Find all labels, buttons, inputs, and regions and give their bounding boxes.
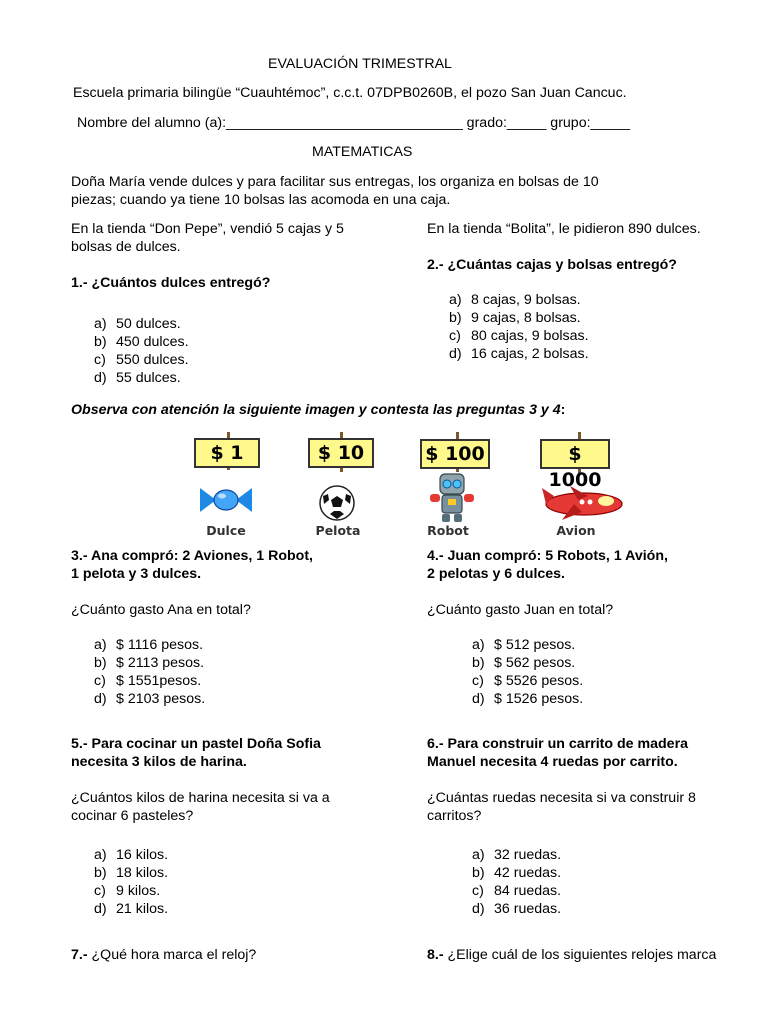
intro-line-2: piezas; cuando ya tiene 10 bolsas las acomoda en una caja. bbox=[71, 192, 451, 208]
option-letter: b) bbox=[472, 865, 485, 881]
subject-heading: MATEMATICAS bbox=[312, 144, 413, 160]
option-text: 9 cajas, 8 bolsas. bbox=[471, 310, 581, 326]
option-letter: d) bbox=[472, 691, 485, 707]
airplane-icon bbox=[540, 482, 626, 524]
option-item[interactable] bbox=[472, 690, 583, 708]
option-letter: a) bbox=[94, 316, 107, 332]
option-letter: c) bbox=[472, 673, 484, 689]
option-text: $ 1526 pesos. bbox=[494, 691, 584, 707]
option-letter: d) bbox=[449, 346, 462, 362]
q6-options bbox=[472, 846, 561, 918]
q3-options bbox=[94, 636, 205, 708]
option-text: 32 ruedas. bbox=[494, 847, 562, 863]
q4-question: ¿Cuánto gasto Juan en total? bbox=[427, 602, 614, 618]
option-item[interactable] bbox=[94, 864, 168, 882]
option-item[interactable] bbox=[472, 654, 583, 672]
option-item[interactable] bbox=[449, 291, 589, 309]
option-text: $ 1116 pesos. bbox=[116, 637, 204, 653]
candy-icon bbox=[200, 484, 252, 516]
q1-context-line-1: En la tienda “Don Pepe”, vendió 5 cajas y 5 bbox=[71, 221, 344, 237]
q4-title-line-2: 2 pelotas y 6 dulces. bbox=[427, 566, 565, 582]
option-letter: a) bbox=[472, 847, 485, 863]
option-letter: a) bbox=[449, 292, 462, 308]
observe-instruction bbox=[71, 401, 565, 419]
option-text: 50 dulces. bbox=[116, 316, 181, 332]
option-item[interactable] bbox=[94, 672, 205, 690]
option-item[interactable] bbox=[94, 882, 168, 900]
option-item[interactable] bbox=[449, 309, 589, 327]
student-name-line: Nombre del alumno (a):______________________________ grado:_____ grupo:_____ bbox=[77, 115, 630, 131]
option-text: $ 2113 pesos. bbox=[116, 655, 205, 671]
observe-text: Observa con atención la siguiente imagen y contesta las preguntas 3 y 4 bbox=[71, 402, 561, 418]
option-item[interactable] bbox=[94, 333, 189, 351]
option-letter: c) bbox=[449, 328, 461, 344]
option-letter: c) bbox=[94, 673, 106, 689]
q4-options bbox=[472, 636, 583, 708]
option-text: 42 ruedas. bbox=[494, 865, 562, 881]
option-text: 21 kilos. bbox=[116, 901, 169, 917]
option-item[interactable] bbox=[94, 351, 189, 369]
caption-pelota: Pelota bbox=[315, 523, 361, 538]
q2-context: En la tienda “Bolita”, le pidieron 890 dulces. bbox=[427, 221, 701, 237]
option-letter: d) bbox=[94, 691, 107, 707]
option-letter: b) bbox=[94, 655, 107, 671]
option-text: $ 512 pesos. bbox=[494, 637, 576, 653]
option-letter: a) bbox=[94, 847, 107, 863]
q1-question: 1.- ¿Cuántos dulces entregó? bbox=[71, 275, 271, 291]
option-letter: b) bbox=[449, 310, 462, 326]
q2-question: 2.- ¿Cuántas cajas y bolsas entregó? bbox=[427, 257, 677, 273]
option-text: 16 cajas, 2 bolsas. bbox=[471, 346, 589, 362]
school-line: Escuela primaria bilingüe “Cuauhtémoc”, c.c.t. 07DPB0260B, el pozo San Juan Cancuc. bbox=[73, 85, 627, 101]
price-label: $ 100 bbox=[420, 439, 490, 469]
q5-options bbox=[94, 846, 168, 918]
option-item[interactable] bbox=[94, 654, 205, 672]
option-text: 9 kilos. bbox=[116, 883, 161, 899]
option-item[interactable] bbox=[472, 882, 561, 900]
option-letter: d) bbox=[472, 901, 485, 917]
caption-robot: Robot bbox=[427, 523, 469, 538]
caption-dulce: Dulce bbox=[206, 523, 246, 538]
q3-question: ¿Cuánto gasto Ana en total? bbox=[71, 602, 251, 618]
q8-question bbox=[427, 946, 716, 964]
observe-colon: : bbox=[560, 402, 566, 418]
option-item[interactable] bbox=[94, 369, 189, 387]
q3-title-line-2: 1 pelota y 3 dulces. bbox=[71, 566, 202, 582]
option-letter: c) bbox=[94, 883, 106, 899]
option-item[interactable] bbox=[472, 900, 561, 918]
caption-avion: Avion bbox=[556, 523, 596, 538]
q8-number: 8.- bbox=[427, 947, 444, 963]
soccer-ball-icon bbox=[318, 484, 356, 522]
option-text: $ 562 pesos. bbox=[494, 655, 576, 671]
option-item[interactable] bbox=[472, 636, 583, 654]
option-letter: b) bbox=[94, 865, 107, 881]
option-letter: b) bbox=[472, 655, 485, 671]
price-label: $ 1 bbox=[194, 438, 260, 468]
option-letter: c) bbox=[94, 352, 106, 368]
intro-line-1: Doña María vende dulces y para facilitar sus entregas, los organiza en bolsas de 10 bbox=[71, 174, 599, 190]
option-item[interactable] bbox=[449, 327, 589, 345]
q5-title-line-1: 5.- Para cocinar un pastel Doña Sofia bbox=[71, 736, 321, 752]
q5-title-line-2: necesita 3 kilos de harina. bbox=[71, 754, 247, 770]
q6-question-line-2: carritos? bbox=[427, 808, 482, 824]
option-letter: c) bbox=[472, 883, 484, 899]
robot-icon bbox=[424, 472, 480, 524]
option-text: 8 cajas, 9 bolsas. bbox=[471, 292, 581, 308]
price-label: $ 10 bbox=[308, 438, 374, 468]
option-text: 36 ruedas. bbox=[494, 901, 562, 917]
q6-title-line-2: Manuel necesita 4 ruedas por carrito. bbox=[427, 754, 678, 770]
option-item[interactable] bbox=[472, 672, 583, 690]
q6-title-line-1: 6.- Para construir un carrito de madera bbox=[427, 736, 688, 752]
q1-options bbox=[94, 315, 189, 387]
option-text: $ 1551pesos. bbox=[116, 673, 202, 689]
q6-question-line-1: ¿Cuántas ruedas necesita si va construir 8 bbox=[427, 790, 696, 806]
option-text: $ 2103 pesos. bbox=[116, 691, 206, 707]
option-text: 550 dulces. bbox=[116, 352, 189, 368]
option-text: 84 ruedas. bbox=[494, 883, 562, 899]
option-item[interactable] bbox=[94, 315, 189, 333]
option-text: 16 kilos. bbox=[116, 847, 169, 863]
q7-text: ¿Qué hora marca el reloj? bbox=[87, 947, 257, 963]
option-text: $ 5526 pesos. bbox=[494, 673, 584, 689]
q3-title-line-1: 3.- Ana compró: 2 Aviones, 1 Robot, bbox=[71, 548, 314, 564]
option-letter: b) bbox=[94, 334, 107, 350]
q5-question-line-1: ¿Cuántos kilos de harina necesita si va a bbox=[71, 790, 330, 806]
q4-title-line-1: 4.- Juan compró: 5 Robots, 1 Avión, bbox=[427, 548, 668, 564]
q7-number: 7.- bbox=[71, 947, 88, 963]
q1-context-line-2: bolsas de dulces. bbox=[71, 239, 181, 255]
option-letter: a) bbox=[94, 637, 107, 653]
q5-question-line-2: cocinar 6 pasteles? bbox=[71, 808, 194, 824]
option-item[interactable] bbox=[472, 846, 561, 864]
option-item[interactable] bbox=[94, 900, 168, 918]
option-item[interactable] bbox=[449, 345, 589, 363]
price-image bbox=[190, 432, 630, 542]
option-item[interactable] bbox=[94, 846, 168, 864]
option-text: 55 dulces. bbox=[116, 370, 181, 386]
q8-text: ¿Elige cuál de los siguientes relojes marca bbox=[443, 947, 717, 963]
option-letter: d) bbox=[94, 370, 107, 386]
option-letter: a) bbox=[472, 637, 485, 653]
page-title: EVALUACIÓN TRIMESTRAL bbox=[268, 56, 452, 72]
option-item[interactable] bbox=[94, 690, 205, 708]
option-text: 18 kilos. bbox=[116, 865, 169, 881]
price-label: $ 1000 bbox=[540, 439, 610, 469]
q2-options bbox=[449, 291, 589, 363]
option-item[interactable] bbox=[94, 636, 205, 654]
option-text: 450 dulces. bbox=[116, 334, 189, 350]
option-text: 80 cajas, 9 bolsas. bbox=[471, 328, 589, 344]
option-letter: d) bbox=[94, 901, 107, 917]
q7-question bbox=[71, 946, 256, 964]
option-item[interactable] bbox=[472, 864, 561, 882]
